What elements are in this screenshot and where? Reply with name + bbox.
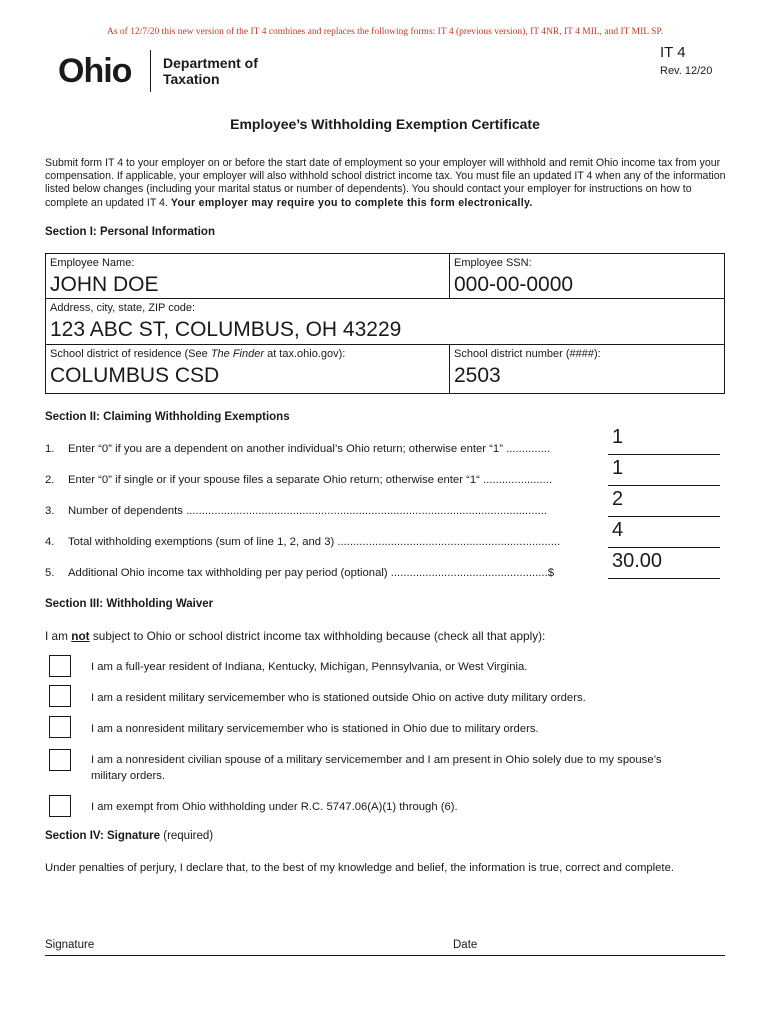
employee-ssn-label: Employee SSN: [454,257,532,269]
waiver-option-5: I am exempt from Ohio withholding under R.C. 5747.06(A)(1) through (6). [91,801,458,813]
school-district-label: School district of residence (See The Finder at tax.ohio.gov): [50,348,346,360]
line-5-input[interactable] [608,550,720,579]
employee-name-field[interactable]: JOHN DOE [50,273,159,296]
line-5-value: 30.00 [612,550,663,572]
form-revision: Rev. 12/20 [660,65,713,77]
line-3-input[interactable] [608,488,720,517]
school-district-cell[interactable] [46,345,450,394]
employee-name-label: Employee Name: [50,257,135,269]
waiver-checkbox-4[interactable] [49,749,71,771]
school-district-number-field[interactable]: 2503 [454,364,501,387]
line-number: 3. [45,505,55,517]
waiver-checkbox-5[interactable] [49,795,71,817]
line-2-value: 1 [612,457,624,479]
waiver-checkbox-3[interactable] [49,716,71,738]
address-field[interactable]: 123 ABC ST, COLUMBUS, OH 43229 [50,318,402,341]
employee-ssn-field[interactable]: 000-00-0000 [454,273,574,296]
employee-name-cell[interactable] [46,254,450,299]
address-cell[interactable] [46,299,725,345]
ohio-logo: Ohio [58,52,132,90]
line-1-input[interactable] [608,426,720,455]
personal-info-table [45,253,725,394]
waiver-checkbox-2[interactable] [49,685,71,707]
line-number: 1. [45,443,55,455]
waiver-option-2: I am a resident military servicemember who is stationed outside Ohio on active duty military orders. [91,692,586,704]
signature-line [45,955,725,956]
employee-ssn-cell[interactable] [450,254,725,299]
required-note: (required) [163,830,214,842]
department-line2: Taxation [163,71,220,87]
intro-bold-text: Your employer may require you to complete this form electronically. [170,196,533,209]
line-4-input[interactable] [608,519,720,548]
waiver-checkbox-1[interactable] [49,655,71,677]
form-id: IT 4 [660,44,686,61]
line-text: Additional Ohio income tax withholding per pay period (optional) ..................................................$ [68,567,554,579]
department-name [163,55,258,87]
department-line1: Department of [163,55,258,71]
intro-paragraph [45,157,730,210]
date-field[interactable] [453,939,725,955]
section4-heading: Section IV: Signature (required) [45,830,214,842]
line-1-value: 1 [612,426,624,448]
line-number: 4. [45,536,55,548]
line-text: Number of dependents ................................................................................................................... [68,505,548,517]
waiver-intro: I am not subject to Ohio or school district income tax withholding because (check all that apply): [45,629,546,643]
line-number: 2. [45,474,55,486]
signature-field[interactable] [45,939,445,955]
signature-label: Signature [45,939,95,951]
line-2-input[interactable] [608,457,720,486]
line-number: 5. [45,567,55,579]
line-text: Enter “0” if single or if your spouse files a separate Ohio return; otherwise enter “1“ ...................... [68,474,553,486]
waiver-option-4: I am a nonresident civilian spouse of a military servicemember and I am present in Ohio solely due to my spouse’s military orders. [91,754,662,782]
line-3-value: 2 [612,488,624,510]
intro-text: Submit form IT 4 to your employer on or before the start date of employment so your employer will withhold and remit Ohio income tax from your compensation. If applicable, your employer will also withhold school district income tax. You must file an updated IT 4 when any of the information listed below changes (including your marital status or number of dependents). You should contact your employer for instructions on how to complete an updated IT 4. [45,157,726,209]
waiver-not-emphasis: not [71,629,90,643]
line-text: Total withholding exemptions (sum of line 1, 2, and 3) ....................................................................... [68,536,561,548]
school-district-number-cell[interactable] [450,345,725,394]
page-title: Employee’s Withholding Exemption Certificate [230,116,540,132]
waiver-option-3: I am a nonresident military servicemember who is stationed in Ohio due to military orders. [91,723,539,735]
section3-heading: Section III: Withholding Waiver [45,598,214,610]
line-4-value: 4 [612,519,624,541]
section2-heading: Section II: Claiming Withholding Exemptions [45,411,290,423]
perjury-declaration: Under penalties of perjury, I declare that, to the best of my knowledge and belief, the information is true, correct and complete. [45,862,674,874]
logo-divider [150,50,151,92]
address-label: Address, city, state, ZIP code: [50,302,196,314]
revision-notice: As of 12/7/20 this new version of the IT 4 combines and replaces the following forms: IT 4 (previous version), IT 4NR, IT 4 MIL, and IT MIL SP. [106,27,664,37]
school-district-number-label: School district number (####): [454,348,601,360]
section1-heading: Section I: Personal Information [45,226,215,238]
waiver-option-1: I am a full-year resident of Indiana, Kentucky, Michigan, Pennsylvania, or West Virginia. [91,661,528,673]
date-label: Date [453,939,478,951]
school-district-field[interactable]: COLUMBUS CSD [50,364,220,387]
line-text: Enter “0” if you are a dependent on another individual’s Ohio return; otherwise enter “1” .............. [68,443,551,455]
